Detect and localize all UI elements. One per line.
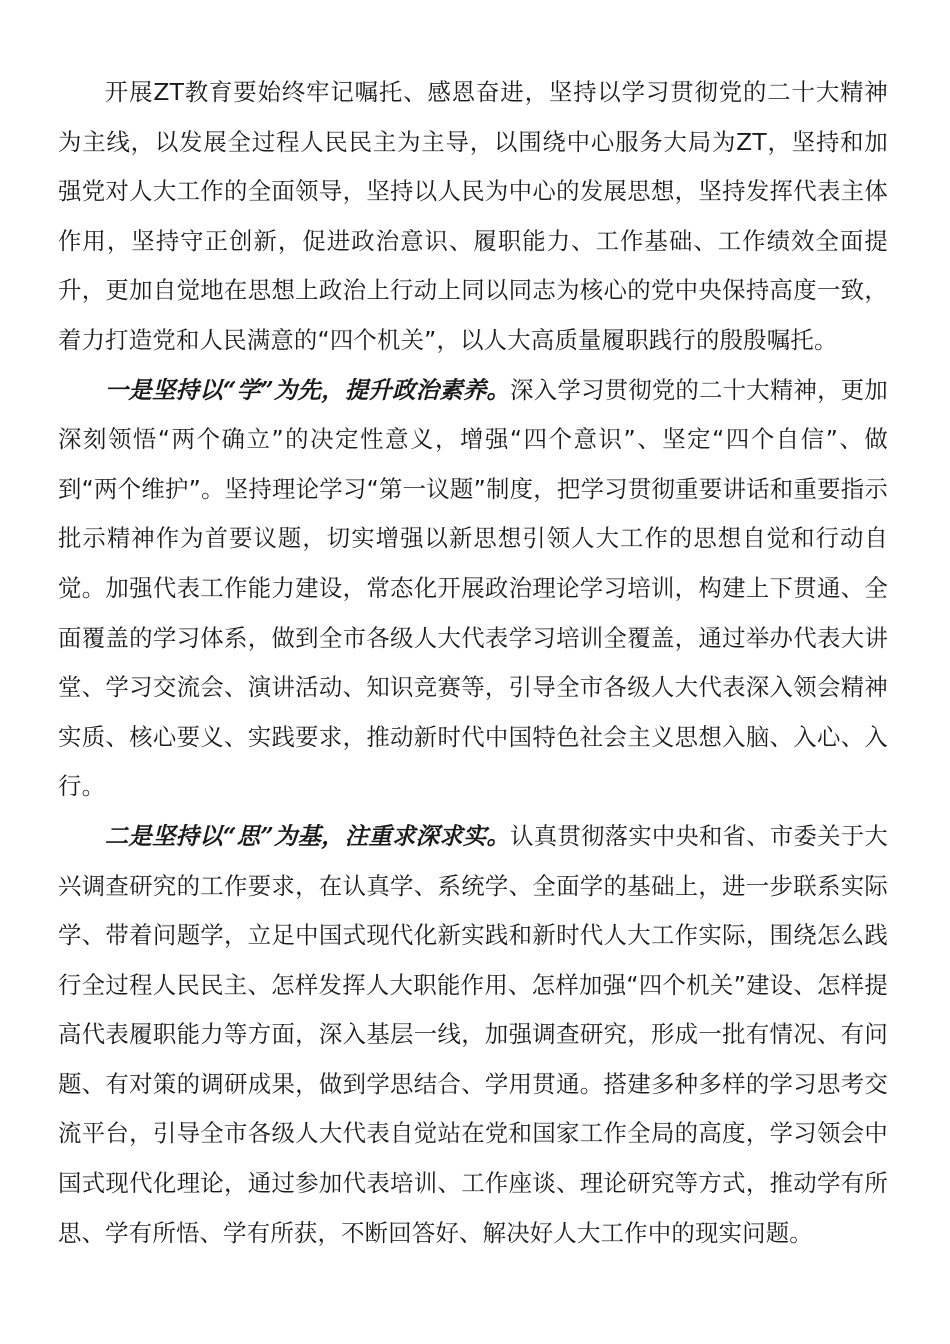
- paragraph-intro: [58, 68, 888, 366]
- paragraph-text: 开展ZT教育要始终牢记嘱托、感恩奋进，坚持以学习贯彻党的二十大精神为主线，以发展全过程人民民主为主导，以围绕中心服务大局为ZT，坚持和加强党对人大工作的全面领导，坚持以人民为中心的发展思想，坚持发挥代表主体作用，坚持守正创新，促进政治意识、履职能力、工作基础、工作绩效全面提升，更加自觉地在思想上政治上行动上同以同志为核心的党中央保持高度一致，着力打造党和人民满意的“四个机关”，以人大高质量履职践行的殷殷嘱托。: [58, 78, 888, 354]
- paragraph-think: [58, 812, 888, 1258]
- paragraph-study: [58, 366, 888, 812]
- paragraph-lead: 一是坚持以“学”为先，提升政治素养。: [104, 375, 511, 404]
- paragraph-text: 认真贯彻落实中央和省、市委关于大兴调查研究的工作要求，在认真学、系统学、全面学的基础上，进一步联系实际学、带着问题学，立足中国式现代化新实践和新时代人大工作实际，围绕怎么践行全过程人民民主、怎样发挥人大职能作用、怎样加强“四个机关”建设、怎样提高代表履职能力等方面，深入基层一线，加强调查研究，形成一批有情况、有问题、有对策的调研成果，做到学思结合、学用贯通。搭建多种多样的学习思考交流平台，引导全市各级人大代表自觉站在党和国家工作全局的高度，学习领会中国式现代化理论，通过参加代表培训、工作座谈、理论研究等方式，推动学有所思、学有所悟、学有所获，不断回答好、解决好人大工作中的现实问题。: [58, 821, 888, 1247]
- document-body: [58, 68, 888, 1258]
- paragraph-text: 深入学习贯彻党的二十大精神，更加深刻领悟“两个确立”的决定性意义，增强“四个意识”、坚定“四个自信”、做到“两个维护”。坚持理论学习“第一议题”制度，把学习贯彻重要讲话和重要指示批示精神作为首要议题，切实增强以新思想引领人大工作的思想自觉和行动自觉。加强代表工作能力建设，常态化开展政治理论学习培训，构建上下贯通、全面覆盖的学习体系，做到全市各级人大代表学习培训全覆盖，通过举办代表大讲堂、学习交流会、演讲活动、知识竞赛等，引导全市各级人大代表深入领会精神实质、核心要义、实践要求，推动新时代中国特色社会主义思想入脑、入心、入行。: [58, 375, 888, 801]
- paragraph-lead: 二是坚持以“思”为基，注重求深求实。: [104, 821, 511, 850]
